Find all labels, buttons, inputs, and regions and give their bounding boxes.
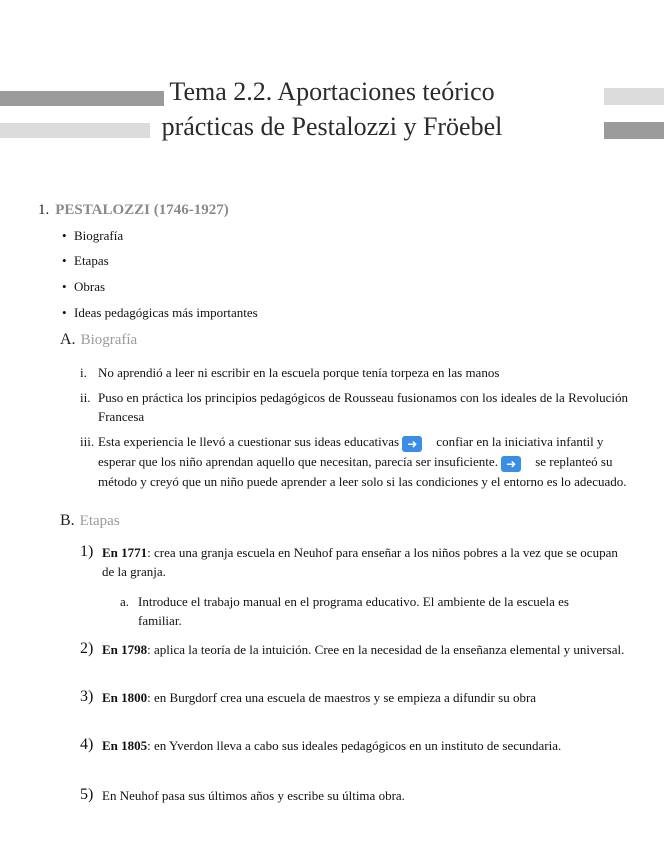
arrow-right-icon: ➜ bbox=[402, 436, 422, 452]
subsection-letter: A. bbox=[60, 331, 76, 348]
list-item: • Obras bbox=[62, 279, 106, 294]
bullet-dot-icon: • bbox=[62, 305, 67, 320]
section-number: 1. bbox=[38, 202, 50, 218]
list-item: • Etapas bbox=[62, 253, 109, 268]
page-title-line-2: prácticas de Pestalozzi y Fröebel bbox=[161, 112, 503, 141]
list-item: iii. Esta experiencia le llevó a cuestionar sus ideas educativas ➜ confiar en la iniciativa infantil y esperar que los niño aprendan aquello que necesitan, parecía ser insuficiente. ➜ se replanteó su método y creyó que un niño puede aprender a leer solo si las condiciones y el entorno es lo adecuado. bbox=[80, 434, 627, 489]
list-item: 4) En 1805: en Yverdon lleva a cabo sus ideales pedagógicos en un instituto de secundaria. bbox=[80, 736, 562, 753]
subsection-heading-etapas bbox=[60, 512, 120, 530]
list-item: i. No aprendió a leer ni escribir en la escuela porque tenía torpeza en las manos bbox=[80, 365, 500, 380]
page-title bbox=[0, 74, 664, 144]
list-item: 3) En 1800: en Burgdorf crea una escuela de maestros y se empieza a difundir su obra bbox=[80, 688, 537, 705]
bullet-dot-icon: • bbox=[62, 228, 67, 243]
list-item: 5) En Neuhof pasa sus últimos años y escribe su última obra. bbox=[80, 786, 405, 803]
list-item: a. Introduce el trabajo manual en el programa educativo. El ambiente de la escuela es familiar. bbox=[120, 594, 569, 628]
list-item: ii. Puso en práctica los principios pedagógicos de Rousseau fusionamos con los ideales de la Revolución Francesa bbox=[80, 390, 628, 424]
subsection-title: Biografía bbox=[80, 332, 138, 348]
list-item: • Ideas pedagógicas más importantes bbox=[62, 305, 258, 320]
arrow-right-icon: ➜ bbox=[501, 456, 521, 472]
subsection-letter: B. bbox=[60, 512, 75, 529]
subsection-heading-biografia bbox=[60, 331, 137, 349]
subsection-title: Etapas bbox=[79, 513, 120, 529]
section-title: PESTALOZZI (1746-1927) bbox=[55, 202, 229, 218]
bullet-dot-icon: • bbox=[62, 279, 67, 294]
section-heading-pestalozzi bbox=[38, 202, 229, 219]
page-title-line-1: Tema 2.2. Aportaciones teórico bbox=[169, 77, 495, 106]
list-item: • Biografía bbox=[62, 228, 124, 243]
bullet-dot-icon: • bbox=[62, 253, 67, 268]
list-item: 2) En 1798: aplica la teoría de la intuición. Cree en la necesidad de la enseñanza elemental y universal. bbox=[80, 640, 625, 657]
list-item: 1) En 1771: crea una granja escuela en Neuhof para enseñar a los niños pobres a la vez que se ocupan de la granja. bbox=[80, 543, 618, 579]
